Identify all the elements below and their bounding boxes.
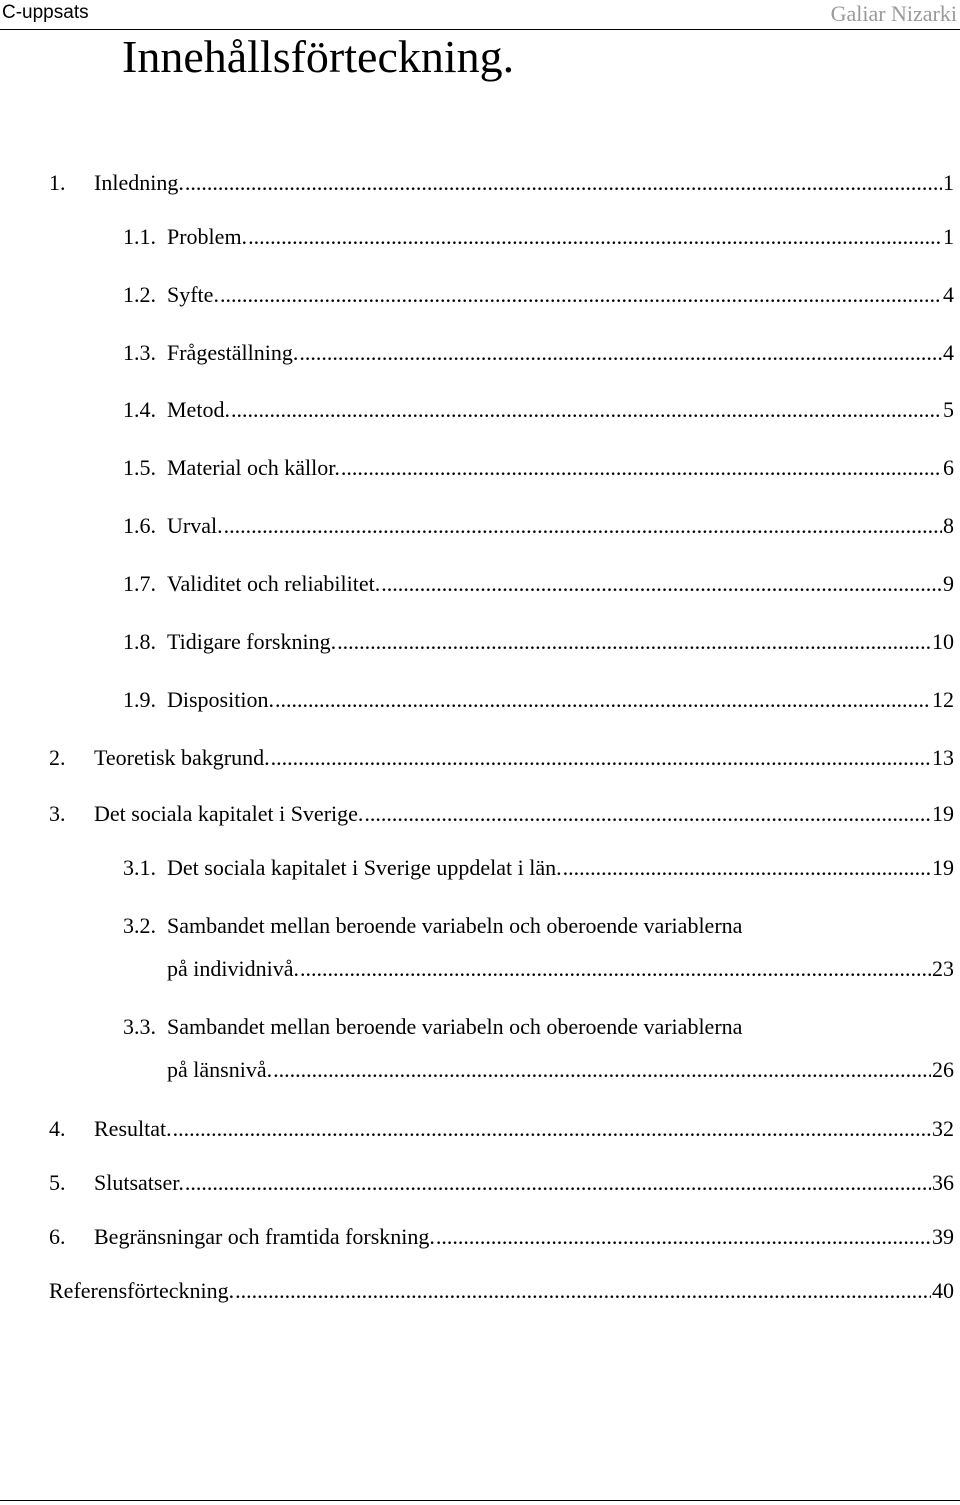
toc-entry[interactable] xyxy=(123,395,954,425)
toc-page: 10 xyxy=(932,629,954,654)
toc-leader xyxy=(341,453,942,483)
toc-label-continued: på individnivå. xyxy=(167,956,299,981)
toc-label: Validitet och reliabilitet. xyxy=(167,571,381,596)
toc-page: 4 xyxy=(943,282,954,307)
toc-entry[interactable] xyxy=(123,222,954,252)
toc-leader xyxy=(364,799,931,829)
toc-label: Material och källor. xyxy=(167,455,340,480)
toc-entry[interactable] xyxy=(49,1276,954,1306)
toc-leader xyxy=(224,511,942,541)
toc-entry[interactable] xyxy=(123,685,954,715)
toc-number: 2. xyxy=(49,745,66,770)
toc-leader xyxy=(273,1055,931,1085)
toc-label: Sambandet mellan beroende variabeln och oberoende variablerna xyxy=(167,913,743,938)
toc-leader xyxy=(231,395,942,425)
toc-leader xyxy=(299,338,942,368)
toc-entry[interactable] xyxy=(49,1222,954,1252)
toc-label: Disposition. xyxy=(167,687,274,712)
toc-label: Problem. xyxy=(167,224,248,249)
toc-page: 1 xyxy=(943,170,954,195)
toc-entry[interactable] xyxy=(167,1055,954,1085)
toc-page: 12 xyxy=(932,687,954,712)
toc-entry[interactable] xyxy=(49,168,954,198)
toc-entry[interactable] xyxy=(167,954,954,984)
toc-entry[interactable] xyxy=(123,511,954,541)
toc-number: 6. xyxy=(49,1224,66,1249)
toc-label: Teoretisk bakgrund. xyxy=(94,745,270,770)
toc-page: 1 xyxy=(943,224,954,249)
toc-entry[interactable] xyxy=(123,853,954,883)
toc-leader xyxy=(185,1168,931,1198)
toc-entry[interactable] xyxy=(123,338,954,368)
toc-number: 3.3. xyxy=(123,1014,156,1039)
toc-leader xyxy=(436,1222,931,1252)
toc-entry[interactable] xyxy=(49,743,954,773)
toc-number: 3.2. xyxy=(123,913,156,938)
toc-label: Det sociala kapitalet i Sverige. xyxy=(94,801,364,826)
toc-number: 3. xyxy=(49,801,66,826)
toc-page: 26 xyxy=(932,1057,954,1082)
toc-page: 5 xyxy=(943,397,954,422)
toc-leader xyxy=(563,853,931,883)
toc-label: Urval. xyxy=(167,513,223,538)
page-title: Innehållsförteckning. xyxy=(122,31,515,82)
toc-number: 1.4. xyxy=(123,397,156,422)
header-author: Galiar Nizarki xyxy=(830,1,957,26)
toc-number: 5. xyxy=(49,1170,66,1195)
toc-label: Det sociala kapitalet i Sverige uppdelat i län. xyxy=(167,855,562,880)
toc-label: Referensförteckning. xyxy=(49,1278,235,1303)
toc-label: Tidigare forskning. xyxy=(167,629,337,654)
toc-leader xyxy=(337,627,931,657)
toc-page: 8 xyxy=(943,513,954,538)
header-document-type: C-uppsats xyxy=(2,2,89,23)
toc-entry[interactable] xyxy=(49,799,954,829)
toc-page: 39 xyxy=(932,1224,954,1249)
toc-label-continued: på länsnivå. xyxy=(167,1057,273,1082)
toc-label: Sambandet mellan beroende variabeln och oberoende variablerna xyxy=(167,1014,743,1039)
toc-leader xyxy=(185,168,942,198)
toc-label: Metod. xyxy=(167,397,230,422)
toc-entry-first-line[interactable] xyxy=(123,1012,742,1042)
toc-page: 23 xyxy=(932,956,954,981)
toc-leader xyxy=(381,569,942,599)
toc-leader xyxy=(220,280,942,310)
toc-leader xyxy=(248,222,942,252)
toc-page: 19 xyxy=(932,801,954,826)
toc-page: 6 xyxy=(943,455,954,480)
toc-page: 13 xyxy=(932,745,954,770)
toc-number: 1.6. xyxy=(123,513,156,538)
footer-rule xyxy=(0,1500,960,1501)
toc-page: 9 xyxy=(943,571,954,596)
toc-number: 1.9. xyxy=(123,687,156,712)
toc-number: 4. xyxy=(49,1116,66,1141)
toc-entry[interactable] xyxy=(123,569,954,599)
toc-page: 32 xyxy=(932,1116,954,1141)
toc-number: 1.1. xyxy=(123,224,156,249)
toc-entry[interactable] xyxy=(123,280,954,310)
toc-entry-first-line[interactable] xyxy=(123,911,742,941)
toc-number: 1.5. xyxy=(123,455,156,480)
toc-label: Inledning. xyxy=(94,170,184,195)
toc-entry[interactable] xyxy=(123,627,954,657)
toc-label: Begränsningar och framtida forskning. xyxy=(94,1224,435,1249)
toc-number: 3.1. xyxy=(123,855,156,880)
toc-number: 1. xyxy=(49,170,66,195)
toc-leader xyxy=(235,1276,931,1306)
toc-entry[interactable] xyxy=(49,1168,954,1198)
toc-number: 1.8. xyxy=(123,629,156,654)
toc-entry[interactable] xyxy=(49,1114,954,1144)
toc-entry[interactable] xyxy=(123,453,954,483)
toc-number: 1.3. xyxy=(123,340,156,365)
toc-label: Frågeställning. xyxy=(167,340,299,365)
toc-leader xyxy=(173,1114,931,1144)
toc-number: 1.2. xyxy=(123,282,156,307)
toc-number: 1.7. xyxy=(123,571,156,596)
toc-leader xyxy=(271,743,931,773)
toc-page: 4 xyxy=(943,340,954,365)
toc-page: 40 xyxy=(932,1278,954,1303)
toc-label: Resultat. xyxy=(94,1116,172,1141)
toc-label: Syfte. xyxy=(167,282,219,307)
toc-page: 19 xyxy=(932,855,954,880)
toc-leader xyxy=(275,685,931,715)
toc-label: Slutsatser. xyxy=(94,1170,184,1195)
toc-page: 36 xyxy=(932,1170,954,1195)
toc-leader xyxy=(300,954,931,984)
